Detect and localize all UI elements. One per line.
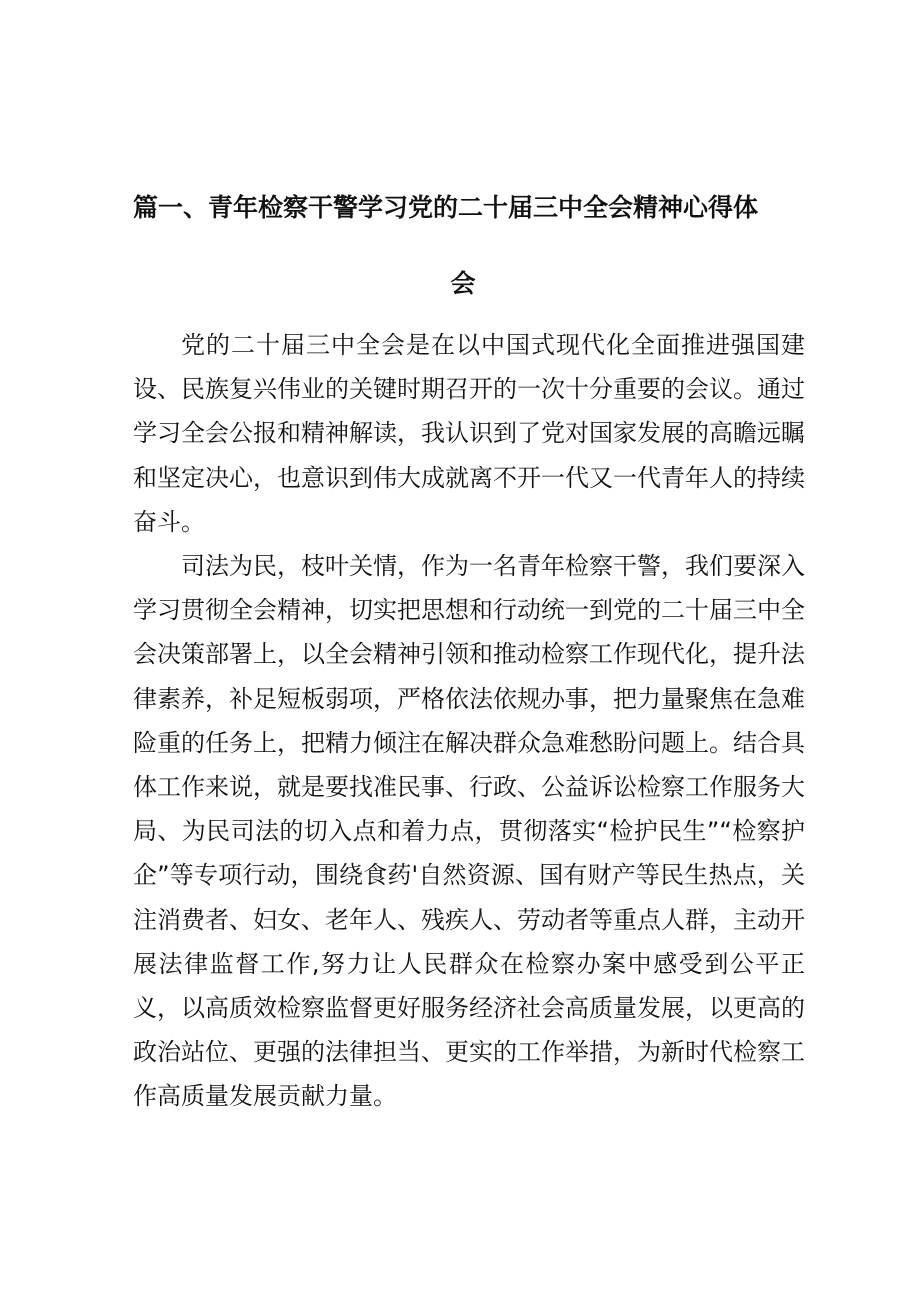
- title-line-2: 会: [450, 269, 476, 298]
- document-title: [133, 170, 793, 322]
- paragraph-2: 司法为民，枝叶关情，作为一名青年检察干警，我们要深入学习贯彻全会精神，切实把思想和行动统一到党的二十届三中全会决策部署上，以全会精神引领和推动检察工作现代化，提升法律素养，补足短板弱项，严格依法依规办事，把力量聚焦在急难险重的任务上，把精力倾注在解决群众急难愁盼问题上。结合具体工作来说，就是要找准民事、行政、公益诉讼检察工作服务大局、为民司法的切入点和着力点，贯彻落实“检护民生”“检察护企”等专项行动，围绕食药'自然资源、国有财产等民生热点，关注消费者、妇女、老年人、残疾人、劳动者等重点人群，主动开展法律监督工作,努力让人民群众在检察办案中感受到公平正义，以高质效检察监督更好服务经济社会高质量发展，以更高的政治站位、更强的法律担当、更实的工作举措，为新时代检察工作高质量发展贡献力量。: [133, 552, 805, 1111]
- paragraph-1: 党的二十届三中全会是在以中国式现代化全面推进强国建设、民族复兴伟业的关键时期召开的一次十分重要的会议。通过学习全会公报和精神解读，我认识到了党对国家发展的高瞻远瞩和坚定决心，也意识到伟大成就离不开一代又一代青年人的持续奋斗。: [133, 331, 805, 536]
- document-body: [133, 323, 805, 1119]
- title-line-1: 篇一、青年检察干警学习党的二十届三中全会精神心得体: [133, 193, 759, 222]
